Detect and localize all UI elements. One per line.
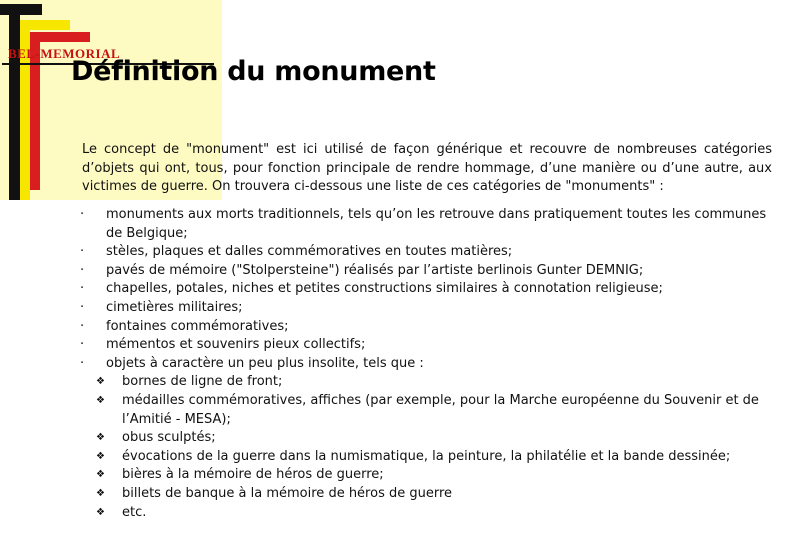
monument-categories-list <box>80 206 780 522</box>
list-item-text: mémentos et souvenirs pieux collectifs; <box>106 337 366 353</box>
bullet-marker: · <box>80 337 85 353</box>
diamond-bullet-icon: ❖ <box>96 394 105 406</box>
list-item-text: fontaines commémoratives; <box>106 318 289 334</box>
bullet-marker: · <box>80 355 85 371</box>
bullet-marker: · <box>80 244 85 260</box>
sublist-item-text: obus sculptés; <box>122 430 216 446</box>
sublist-item-text: médailles commémoratives, affiches (par exemple, pour la Marche européenne du Souvenir et de l’Amitié - MESA); <box>122 392 759 427</box>
sublist-item <box>80 485 780 504</box>
diamond-bullet-icon: ❖ <box>96 506 105 518</box>
list-item <box>80 336 780 355</box>
sublist-container <box>80 373 780 522</box>
sublist-item <box>80 466 780 485</box>
sublist-item-text: bières à la mémoire de héros de guerre; <box>122 467 384 483</box>
sublist-item <box>80 392 780 429</box>
list-item-text: cimetières militaires; <box>106 299 243 315</box>
list-item <box>80 280 780 299</box>
list-item <box>80 318 780 337</box>
bullet-marker: · <box>80 299 85 315</box>
unusual-objects-sublist <box>80 373 780 522</box>
diamond-bullet-icon: ❖ <box>96 469 105 481</box>
logo-black-bar-vertical <box>9 4 20 200</box>
logo-text: BEL-MEMORIAL <box>8 46 121 61</box>
bullet-marker: · <box>80 262 85 278</box>
list-item-text: stèles, plaques et dalles commémoratives en toutes matières; <box>106 244 513 260</box>
sublist-item-text: bornes de ligne de front; <box>122 374 283 390</box>
intro-paragraph: Le concept de "monument" est ici utilisé de façon générique et recouvre de nombreuses catégories d’objets qui ont, tous, pour fonction principale de rendre hommage, d’une manière ou d’une autre, aux victimes de guerre. On trouvera ci-dessous une liste de ces catégories de "monuments" : <box>82 142 772 194</box>
list-item <box>80 206 780 243</box>
sublist-item <box>80 448 780 467</box>
list-item-text: monuments aux morts traditionnels, tels qu’on les retrouve dans pratiquement toutes les communes de Belgique; <box>106 207 767 241</box>
list-item <box>80 299 780 318</box>
bullet-marker: · <box>80 318 85 334</box>
bullet-marker: · <box>80 281 85 297</box>
list-item-text: objets à caractère un peu plus insolite, tels que : <box>106 355 424 371</box>
list-item-text: pavés de mémoire ("Stolpersteine") réalisés par l’artiste berlinois Gunter DEMNIG; <box>106 262 644 278</box>
diamond-bullet-icon: ❖ <box>96 432 105 444</box>
logo-black-bar-horizontal <box>0 4 42 15</box>
sublist-item-text: évocations de la guerre dans la numismatique, la peinture, la philatélie et la bande dessinée; <box>122 448 731 464</box>
diamond-bullet-icon: ❖ <box>96 487 105 499</box>
sublist-item <box>80 429 780 448</box>
diamond-bullet-icon: ❖ <box>96 376 105 388</box>
diamond-bullet-icon: ❖ <box>96 450 105 462</box>
bullet-marker: · <box>80 207 85 222</box>
sublist-item <box>80 373 780 392</box>
list-item <box>80 262 780 281</box>
sublist-item-text: billets de banque à la mémoire de héros de guerre <box>122 485 453 501</box>
sublist-item-text: etc. <box>122 504 147 520</box>
sublist-item <box>80 504 780 523</box>
page-title: Définition du monument <box>71 56 436 87</box>
list-item <box>80 355 780 374</box>
list-item-text: chapelles, potales, niches et petites constructions similaires à connotation religieuse; <box>106 281 663 297</box>
list-item <box>80 243 780 262</box>
